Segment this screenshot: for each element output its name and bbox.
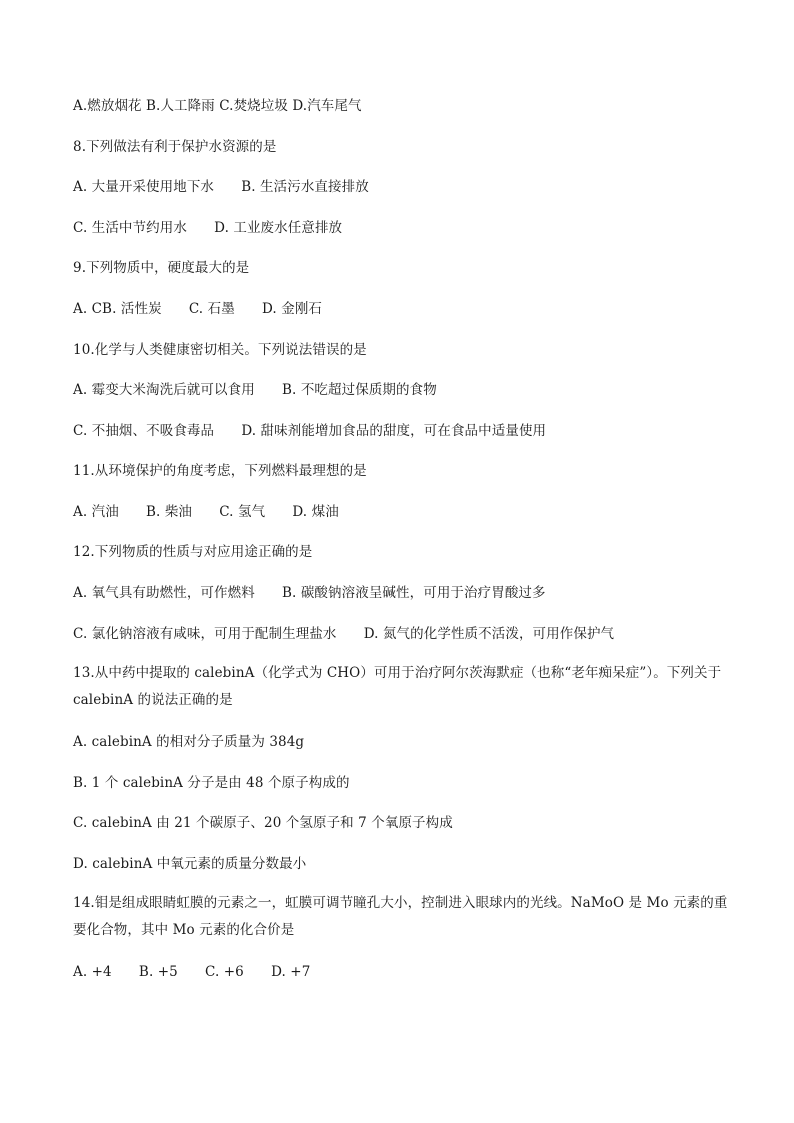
q12-options-cd: C. 氯化钠溶液有咸味，可用于配制生理盐水 D. 氮气的化学性质不活泼，可用作保护气 bbox=[73, 626, 615, 642]
q9-stem: 9.下列物质中，硬度最大的是 bbox=[73, 260, 250, 276]
q7-options: A.燃放烟花 B.人工降雨 C.焚烧垃圾 D.汽车尾气 bbox=[73, 98, 362, 114]
q14-stem: 14.钼是组成眼睛虹膜的元素之一，虹膜可调节瞳孔大小，控制进入眼球内的光线。NaMoO 是 Mo 元素的重要化合物，其中 Mo 元素的化合价是 bbox=[73, 895, 728, 938]
q13-option-b: B. 1 个 calebinA 分子是由 48 个原子构成的 bbox=[73, 775, 350, 791]
q14-options: A. +4 B. +5 C. +6 D. +7 bbox=[73, 964, 311, 980]
q10-options-ab: A. 霉变大米淘洗后就可以食用 B. 不吃超过保质期的食物 bbox=[73, 382, 437, 398]
q11-stem: 11.从环境保护的角度考虑，下列燃料最理想的是 bbox=[73, 463, 367, 479]
q13-option-a: A. calebinA 的相对分子质量为 384g bbox=[73, 734, 305, 750]
q13-option-d: D. calebinA 中氧元素的质量分数最小 bbox=[73, 856, 307, 872]
q8-options-cd: C. 生活中节约用水 D. 工业废水任意排放 bbox=[73, 220, 343, 236]
q12-stem: 12.下列物质的性质与对应用途正确的是 bbox=[73, 544, 313, 560]
q10-stem: 10.化学与人类健康密切相关。下列说法错误的是 bbox=[73, 342, 367, 358]
q11-options: A. 汽油 B. 柴油 C. 氢气 D. 煤油 bbox=[73, 504, 339, 520]
q10-options-cd: C. 不抽烟、不吸食毒品 D. 甜味剂能增加食品的甜度，可在食品中适量使用 bbox=[73, 423, 547, 439]
q12-options-ab: A. 氧气具有助燃性，可作燃料 B. 碳酸钠溶液呈碱性，可用于治疗胃酸过多 bbox=[73, 585, 546, 601]
q8-stem: 8.下列做法有利于保护水资源的是 bbox=[73, 139, 277, 155]
q8-options-ab: A. 大量开采使用地下水 B. 生活污水直接排放 bbox=[73, 179, 369, 195]
q9-options: A. CB. 活性炭 C. 石墨 D. 金刚石 bbox=[73, 301, 323, 317]
q13-option-c: C. calebinA 由 21 个碳原子、20 个氢原子和 7 个氧原子构成 bbox=[73, 815, 453, 831]
q13-stem: 13.从中药中提取的 calebinA（化学式为 CHO）可用于治疗阿尔茨海默症（也称“老年痴呆症”）。下列关于 calebinA 的说法正确的是 bbox=[73, 665, 722, 708]
